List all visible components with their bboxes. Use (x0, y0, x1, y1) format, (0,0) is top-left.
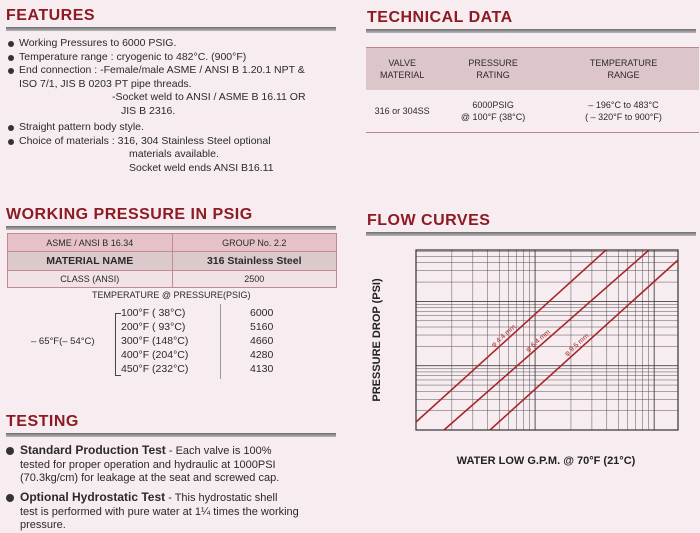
chart-curves (416, 250, 678, 430)
hydro-test (20, 491, 350, 533)
flow-curve-label-1: φ 4.4 mm (490, 323, 518, 350)
standard-label: ASME / ANSI B 16.34 (8, 234, 173, 252)
testing-rule (6, 433, 336, 437)
flow-curve-1 (416, 250, 606, 422)
header-pressure-rating: PRESSURE RATING (438, 48, 548, 90)
standard-test-bullet (6, 447, 14, 455)
temperature-range-value (548, 90, 699, 133)
psig-row-4: 4280 (250, 349, 274, 361)
base-temperature: – 65°F(– 54°C) (31, 336, 95, 347)
feature-temperature: Temperature range : cryogenic to 482°C. (900°F) (7, 51, 347, 65)
temp-row-1: 100°F ( 38°C) (121, 307, 186, 319)
header-temperature-range: TEMPERATURE RANGE (548, 48, 699, 90)
technical-data-title: TECHNICAL DATA (367, 9, 513, 26)
hydro-test-text1: - This hydrostatic shell (165, 492, 278, 504)
temperature-range-line2: ( – 320°F to 900°F) (585, 111, 662, 122)
chart-ylabel: PRESSURE DROP (PSI) (371, 278, 383, 402)
features-title: FEATURES (6, 7, 96, 24)
testing-title: TESTING (6, 413, 79, 430)
flow-curve-label-2: φ 6.4 mm (524, 328, 552, 354)
psig-row-1: 6000 (250, 307, 274, 319)
temperature-title: TEMPERATURE @ PRESSURE(PSIG) (92, 290, 251, 300)
class-label: CLASS (ANSI) (8, 271, 173, 288)
feature-pressure: Working Pressures to 6000 PSIG. (7, 37, 347, 51)
standard-test-text2: tested for proper operation and hydraulic at 1000PSI (20, 458, 276, 471)
header-valve-material: VALVE MATERIAL (366, 48, 438, 90)
feature-materials: Choice of materials : 316, 304 Stainless Steel optional (7, 135, 347, 149)
valve-material-value: 316 or 304SS (366, 90, 438, 133)
temp-row-5: 450°F (232°C) (121, 363, 189, 375)
feature-end-connection-line3: -Socket weld to ANSI / ASME B 16.11 OR (112, 91, 306, 103)
pressure-rating-line2: @ 100°F (38°C) (460, 111, 526, 122)
hydro-test-title: Optional Hydrostatic Test (20, 490, 166, 504)
technical-data-rule (366, 29, 696, 33)
class-value: 2500 (172, 271, 337, 288)
temperature-range-line1: – 196°C to 483°C (588, 99, 659, 110)
hydro-test-text3: pressure. (20, 519, 66, 531)
standard-test-text1: - Each valve is 100% (165, 445, 272, 457)
feature-end-connection-line2: ISO 7/1, JIS B 0203 PT pipe threads. (19, 77, 192, 90)
group-label: GROUP No. 2.2 (172, 234, 337, 252)
chart-xlabel: WATER LOW G.P.M. @ 70°F (21°C) (456, 455, 636, 467)
pressure-rating-value (438, 90, 548, 133)
pressure-rating-line1: 6000PSIG (472, 99, 514, 110)
temp-row-3: 300°F (148°C) (121, 335, 189, 347)
temperature-pressure-block (7, 290, 337, 385)
hydro-test-bullet (6, 494, 14, 502)
feature-materials-line3: Socket weld ends ANSI B16.11 (129, 161, 274, 174)
working-pressure-title: WORKING PRESSURE IN PSIG (6, 206, 253, 223)
feature-body-style: Straight pattern body style. (7, 121, 347, 135)
temp-row-2: 200°F ( 93°C) (121, 321, 186, 333)
standard-test (20, 444, 350, 486)
standard-test-title: Standard Production Test (20, 443, 166, 457)
flow-curve-3 (490, 260, 678, 430)
working-pressure-rule (6, 226, 336, 230)
flow-curves-title: FLOW CURVES (367, 212, 491, 229)
psig-row-3: 4660 (250, 335, 274, 347)
feature-end-connection-line4: JIS B 2316. (121, 104, 176, 117)
temperature-separator (220, 304, 221, 379)
features-rule (6, 27, 336, 31)
standard-test-text3: (70.3kg/cm) for leakage at the seat and screwed cap. (20, 472, 280, 484)
psig-row-2: 5160 (250, 321, 274, 333)
hydro-test-text2: test is performed with pure water at 1¼ times the working (20, 505, 299, 518)
technical-data-table (366, 47, 699, 133)
working-pressure-table (7, 233, 337, 288)
flow-curves-chart (360, 232, 696, 472)
material-label: MATERIAL NAME (8, 252, 173, 271)
temp-row-4: 400°F (204°C) (121, 349, 189, 361)
psig-row-5: 4130 (250, 363, 274, 375)
features-list (7, 37, 347, 175)
flow-curve-label-3: φ 9.5 mm (563, 332, 591, 358)
feature-end-connection: End connection : -Female/male ASME / ANSI B 1.20.1 NPT & (7, 64, 347, 78)
feature-materials-line2: materials available. (129, 148, 219, 160)
material-value: 316 Stainless Steel (172, 252, 337, 271)
